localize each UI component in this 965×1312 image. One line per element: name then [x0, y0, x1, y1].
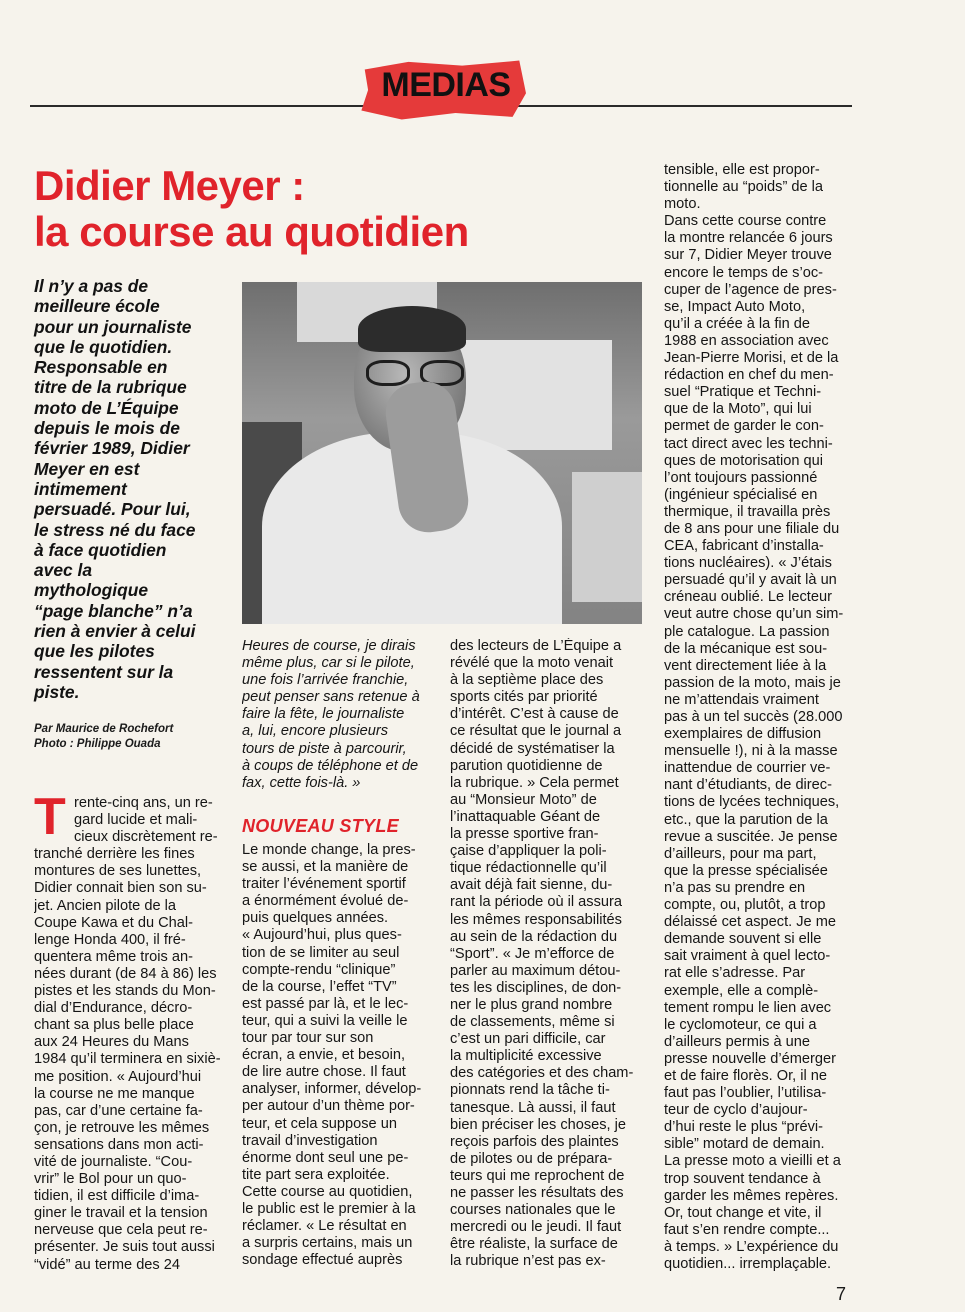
body-line: faut s’en rendre compte... — [664, 1221, 830, 1238]
body-line: la presse sportive fran- — [450, 826, 599, 843]
body-line: une fois l’arrivée franchie, — [242, 672, 409, 689]
body-line: que de la Moto”, qui lui — [664, 401, 812, 418]
body-line: sait vraiment à quel lecto- — [664, 948, 831, 965]
body-line: Le monde change, la pres- — [242, 842, 416, 858]
subheading: NOUVEAU STYLE — [242, 816, 399, 836]
body-line: peut penser sans retenue à — [242, 689, 420, 706]
body-line: “Sport”. « Je m’efforce de — [450, 945, 615, 962]
body-line: d’ailleurs, pour ma part, — [664, 845, 817, 862]
body-line: tement rompu le lien avec — [664, 999, 832, 1016]
body-line: puis quelques années. — [242, 910, 389, 927]
lede-line: rien à envier à celui — [34, 621, 196, 642]
body-line: Cette course au quotidien, — [242, 1183, 413, 1200]
body-line: sports cités par priorité — [450, 689, 598, 706]
column-1 — [34, 795, 230, 1274]
body-line: persuadé qu’il y avait là un — [664, 572, 837, 589]
body-line: aux 24 Heures du Mans — [34, 1034, 189, 1051]
body-line: inattendue de courrier ve- — [664, 760, 831, 777]
body-line: révélé que la moto venait — [450, 655, 614, 672]
body-line: ques de motorisation qui — [664, 452, 824, 469]
body-line: parler au maximum détou- — [450, 962, 621, 979]
body-line: faire la fête, le journaliste — [242, 706, 405, 723]
body-line: parution quotidienne de — [450, 757, 603, 774]
body-line: sible” motard de demain. — [664, 1136, 825, 1153]
lede-line: titre de la rubrique — [34, 377, 187, 398]
byline — [34, 722, 234, 752]
body-line: se aussi, et la manière de — [242, 859, 409, 876]
body-line: délaissé cet aspect. Je me — [664, 914, 836, 931]
body-line: pistes et les stands du Mon- — [34, 983, 216, 1000]
body-line: “vidé” au terme des 24 — [34, 1256, 181, 1273]
body-line: cieux discrètement re- — [74, 829, 218, 846]
body-line: Heures de course, je dirais — [242, 638, 416, 654]
body-line: fax, cette fois-là. » — [242, 774, 361, 791]
body-line: l’ont toujours passionné — [664, 469, 818, 486]
body-line: compte-rendu “clinique” — [242, 961, 396, 978]
body-line: encore le temps de s’oc- — [664, 264, 823, 281]
body-line: énorme dont seul une pe- — [242, 1149, 409, 1166]
body-line: de lire autre chose. Il faut — [242, 1064, 406, 1081]
body-line: tite part sera exploitée. — [242, 1166, 390, 1183]
body-line: réclamer. « Le résultat en — [242, 1218, 407, 1235]
body-line: tions nucléaires). « J’étais — [664, 555, 832, 572]
lede-line: à face quotidien — [34, 539, 167, 560]
lede-line: que les pilotes — [34, 641, 155, 662]
body-line: ner le plus grand nombre — [450, 996, 613, 1013]
body-line: sondage effectué auprès — [242, 1252, 403, 1269]
body-line: décidé de systématiser la — [450, 740, 615, 757]
body-line: de classements, même si — [450, 1014, 615, 1031]
body-line: est passé par là, et le lec- — [242, 995, 409, 1012]
body-line: teur de cyclo d’aujour- — [664, 1102, 808, 1119]
lede-line: avec la — [34, 560, 93, 581]
body-line: teur, et cela suppose un — [242, 1115, 397, 1132]
body-line: à coups de téléphone et de — [242, 757, 419, 774]
body-line: ne m’attendais vraiment — [664, 691, 819, 708]
body-line: Or, tout change et vite, il — [664, 1204, 822, 1221]
body-line: a surpris certains, mais un — [242, 1235, 413, 1252]
body-line: nées durant (de 84 à 86) les — [34, 965, 217, 982]
body-line: trop souvent tendance à — [664, 1170, 821, 1187]
lede-line: intimement — [34, 478, 127, 499]
body-line: à la septième place des — [450, 672, 604, 689]
body-line: Coupe Kawa et du Chal- — [34, 914, 194, 931]
body-line: Didier connait bien son su- — [34, 880, 207, 897]
body-line: 1984 qu’il terminera en sixiè- — [34, 1051, 221, 1068]
body-line: bien préciser les choses, je — [450, 1116, 627, 1133]
body-line: revue a suscitée. Je pense — [664, 828, 838, 845]
body-line: des catégories et des cham- — [450, 1065, 634, 1082]
body-line: et de faire florès. Or, il ne — [664, 1067, 828, 1084]
body-line: être réaliste, la surface de — [450, 1236, 618, 1253]
page-number: 7 — [836, 1284, 847, 1304]
body-line: d’intérêt. C’est à cause de — [450, 706, 619, 723]
lede-line: ressentent sur la — [34, 661, 174, 682]
body-line: la multiplicité excessive — [450, 1048, 602, 1065]
body-line: courses nationales que le — [450, 1202, 616, 1219]
body-line: quotidien... irremplaçable. — [664, 1256, 832, 1272]
body-line: que la presse spécialisée — [664, 862, 828, 879]
body-line: dial d’Endurance, décro- — [34, 1000, 193, 1017]
byline-author: Par Maurice de Rochefort — [34, 723, 174, 735]
headline-line: la course au quotidien — [34, 208, 469, 255]
body-line: çon, je retrouve les mêmes — [34, 1119, 210, 1136]
body-line: de la course, l’effet “TV” — [242, 978, 397, 995]
body-line: sensations dans mon acti- — [34, 1136, 204, 1153]
body-line: tour par tour sur son — [242, 1030, 374, 1047]
section-label: MEDIAS — [381, 66, 511, 104]
body-line: gard lucide et mali- — [74, 812, 198, 829]
body-line: d’ailleurs permis à une — [664, 1033, 811, 1050]
body-line: tanesque. Là aussi, il faut — [450, 1099, 616, 1116]
body-line: rédaction en chef du men- — [664, 367, 834, 384]
lede-line: mythologique — [34, 580, 148, 601]
body-line: de la mécanique est sou- — [664, 640, 828, 657]
body-line: passion de la moto, mais je — [664, 674, 841, 691]
body-line: me position. « Aujourd’hui — [34, 1068, 202, 1085]
lede-line: Meyer en est — [34, 458, 140, 479]
body-line: ce résultat que le journal a — [450, 723, 622, 740]
body-line: vité de journaliste. “Cou- — [34, 1153, 193, 1170]
body-line: qu’il a créée à la fin de — [664, 315, 811, 332]
lede-line: le stress né du face — [34, 519, 196, 540]
byline-photo: Photo : Philippe Ouada — [34, 738, 161, 750]
headline-line: Didier Meyer : — [34, 162, 305, 209]
lede-line: pour un journaliste — [34, 316, 192, 337]
body-line: mercredi ou le jeudi. Il faut — [450, 1219, 622, 1236]
lede-line: février 1989, Didier — [34, 438, 190, 459]
body-line: de 8 ans pour une filiale du — [664, 520, 840, 537]
column-2-top — [242, 638, 435, 792]
body-line: au sein de la rédaction du — [450, 928, 618, 945]
lede-line: que le quotidien. — [34, 336, 173, 357]
body-line: teurs qui me reprochent de — [450, 1167, 625, 1184]
headline — [34, 163, 634, 255]
column-4 — [664, 162, 856, 1273]
body-line: des lecteurs de L’Équipe a — [450, 638, 622, 654]
lede-line: piste. — [34, 681, 80, 702]
body-line: Dans cette course contre — [664, 213, 827, 230]
body-line: traiter l’événement sportif — [242, 876, 406, 893]
body-line: montures de ses lunettes, — [34, 863, 202, 880]
body-line: cuper de l’agence de pres- — [664, 281, 837, 298]
body-line: tes les disciplines, de don- — [450, 979, 622, 996]
body-line: sur 7, Didier Meyer trouve — [664, 247, 832, 264]
body-line: n’a pas su prendre en — [664, 879, 806, 896]
body-line: tion de se limiter au seul — [242, 944, 400, 961]
body-line: rant la période où il assura — [450, 894, 622, 911]
body-line: tours de piste à parcourir, — [242, 740, 407, 757]
portrait-photo — [242, 282, 642, 624]
body-line: Jean-Pierre Morisi, et de la — [664, 350, 839, 367]
body-line: se, Impact Auto Moto, — [664, 298, 806, 315]
body-line: à temps. » L’expérience du — [664, 1238, 839, 1255]
body-line: etc., que la parution de la — [664, 811, 828, 828]
lede-line: moto de L’Équipe — [34, 397, 179, 418]
body-line: faut pas l’oublier, l’utilisa- — [664, 1085, 827, 1102]
body-line: d’hui reste le plus “prévi- — [664, 1119, 823, 1136]
body-line: lenge Honda 400, il fré- — [34, 931, 186, 948]
body-line: giner le travail et la tension — [34, 1205, 208, 1222]
body-line: La presse moto a vieilli et a — [664, 1153, 841, 1170]
body-line: écran, a envie, et besoin, — [242, 1047, 406, 1064]
body-line: travail d’investigation — [242, 1132, 378, 1149]
body-line: c’est un pari difficile, car — [450, 1031, 606, 1048]
body-line: rat elle s’adresse. Par — [664, 965, 806, 982]
body-line: vent directement liée à la — [664, 657, 827, 674]
body-line: même plus, car si le pilote, — [242, 655, 415, 672]
body-line: teur, qui a suivi la veille le — [242, 1012, 408, 1029]
body-line: suel “Pratique et Techni- — [664, 384, 822, 401]
body-line: thermique, il travailla près — [664, 503, 831, 520]
column-2-bottom — [242, 842, 435, 1269]
body-line: quentera même trois an- — [34, 948, 193, 965]
lede-line: Il n’y a pas de — [34, 276, 149, 296]
body-line: chant sa plus belle place — [34, 1017, 194, 1034]
body-line: le public est le premier à la — [242, 1200, 416, 1217]
body-line: CEA, fabricant d’installa- — [664, 538, 824, 555]
body-line: la rubrique n’est pas ex- — [450, 1253, 606, 1270]
body-line: garder les mêmes repères. — [664, 1187, 839, 1204]
body-line: le cyclomoteur, ce qui a — [664, 1016, 817, 1033]
lede-line: depuis le mois de — [34, 418, 180, 439]
body-line: la rubrique. » Cela permet — [450, 774, 619, 791]
body-line: exemplaires de diffusion — [664, 726, 822, 743]
body-line: tact direct avec les techni- — [664, 435, 833, 452]
body-line: pas, car d’une certaine fa- — [34, 1102, 203, 1119]
column-3 — [450, 638, 643, 1270]
body-line: demande souvent si elle — [664, 931, 822, 948]
body-line: moto. — [664, 196, 701, 213]
body-line: ne passer les résultats des — [450, 1185, 624, 1201]
body-line: mensuelle !), ni à la masse — [664, 743, 838, 760]
body-line: au “Monsieur Moto” de — [450, 791, 597, 808]
lede-line: persuadé. Pour lui, — [34, 499, 191, 520]
lede-line: meilleure école — [34, 296, 160, 317]
body-line: ple catalogue. La passion — [664, 623, 830, 640]
lede-line: “page blanche” n’a — [34, 600, 193, 621]
body-line: a, lui, encore plusieurs — [242, 723, 389, 740]
body-line: tions de lycées techniques, — [664, 794, 840, 811]
body-line: de pilotes ou de prépara- — [450, 1150, 613, 1167]
body-line: veut autre chose qu’un sim- — [664, 606, 844, 623]
body-line: nerveuse que cela peut re- — [34, 1222, 208, 1239]
body-line: exemple, elle a complè- — [664, 982, 819, 999]
body-line: pionnats rend la tâche ti- — [450, 1082, 610, 1099]
body-line: avait déjà fait sienne, du- — [450, 877, 613, 894]
body-line: la course ne me manque — [34, 1085, 195, 1102]
body-line: l’inattaquable Géant de — [450, 808, 601, 825]
body-line: reçois parfois des plaintes — [450, 1133, 619, 1150]
body-line: tionnelle au “poids” de la — [664, 179, 824, 196]
body-line: analyser, informer, dévelop- — [242, 1081, 422, 1098]
body-line: nant d’étudiants, de direc- — [664, 777, 832, 794]
body-line: rente-cinq ans, un re- — [74, 795, 213, 811]
body-line: 1988 en association avec — [664, 332, 829, 349]
drop-cap: T — [34, 788, 66, 846]
body-line: « Aujourd’hui, plus ques- — [242, 927, 402, 944]
lede-line: Responsable en — [34, 357, 168, 378]
body-line: (ingénieur spécialisé en — [664, 486, 818, 503]
body-line: çaise d’appliquer la poli- — [450, 843, 607, 860]
lede-paragraph — [34, 276, 232, 702]
body-line: les mêmes responsabilités — [450, 911, 622, 928]
body-line: compte, ou, plutôt, a trop — [664, 897, 826, 914]
body-line: tidien, il est difficile d’ima- — [34, 1188, 200, 1205]
body-line: permet de garder le con- — [664, 418, 824, 435]
body-line: presse nouvelle d’émerger — [664, 1050, 836, 1067]
body-line: per autour d’un thème por- — [242, 1098, 415, 1115]
body-line: la montre relancée 6 jours — [664, 230, 833, 247]
body-line: vrir” le Bol pour un quo- — [34, 1171, 187, 1188]
body-line: a énormément évolué de- — [242, 893, 409, 910]
body-line: jet. Ancien pilote de la — [34, 897, 176, 914]
body-line: créneau oublié. Le lecteur — [664, 589, 832, 606]
body-line: pas à un tel succès (28.000 — [664, 709, 843, 725]
body-line: tensible, elle est propor- — [664, 162, 820, 178]
body-line: présenter. Je suis tout aussi — [34, 1239, 215, 1256]
body-line: tranché derrière les fines — [34, 846, 195, 863]
body-line: tique rédactionnelle qu’il — [450, 860, 607, 877]
